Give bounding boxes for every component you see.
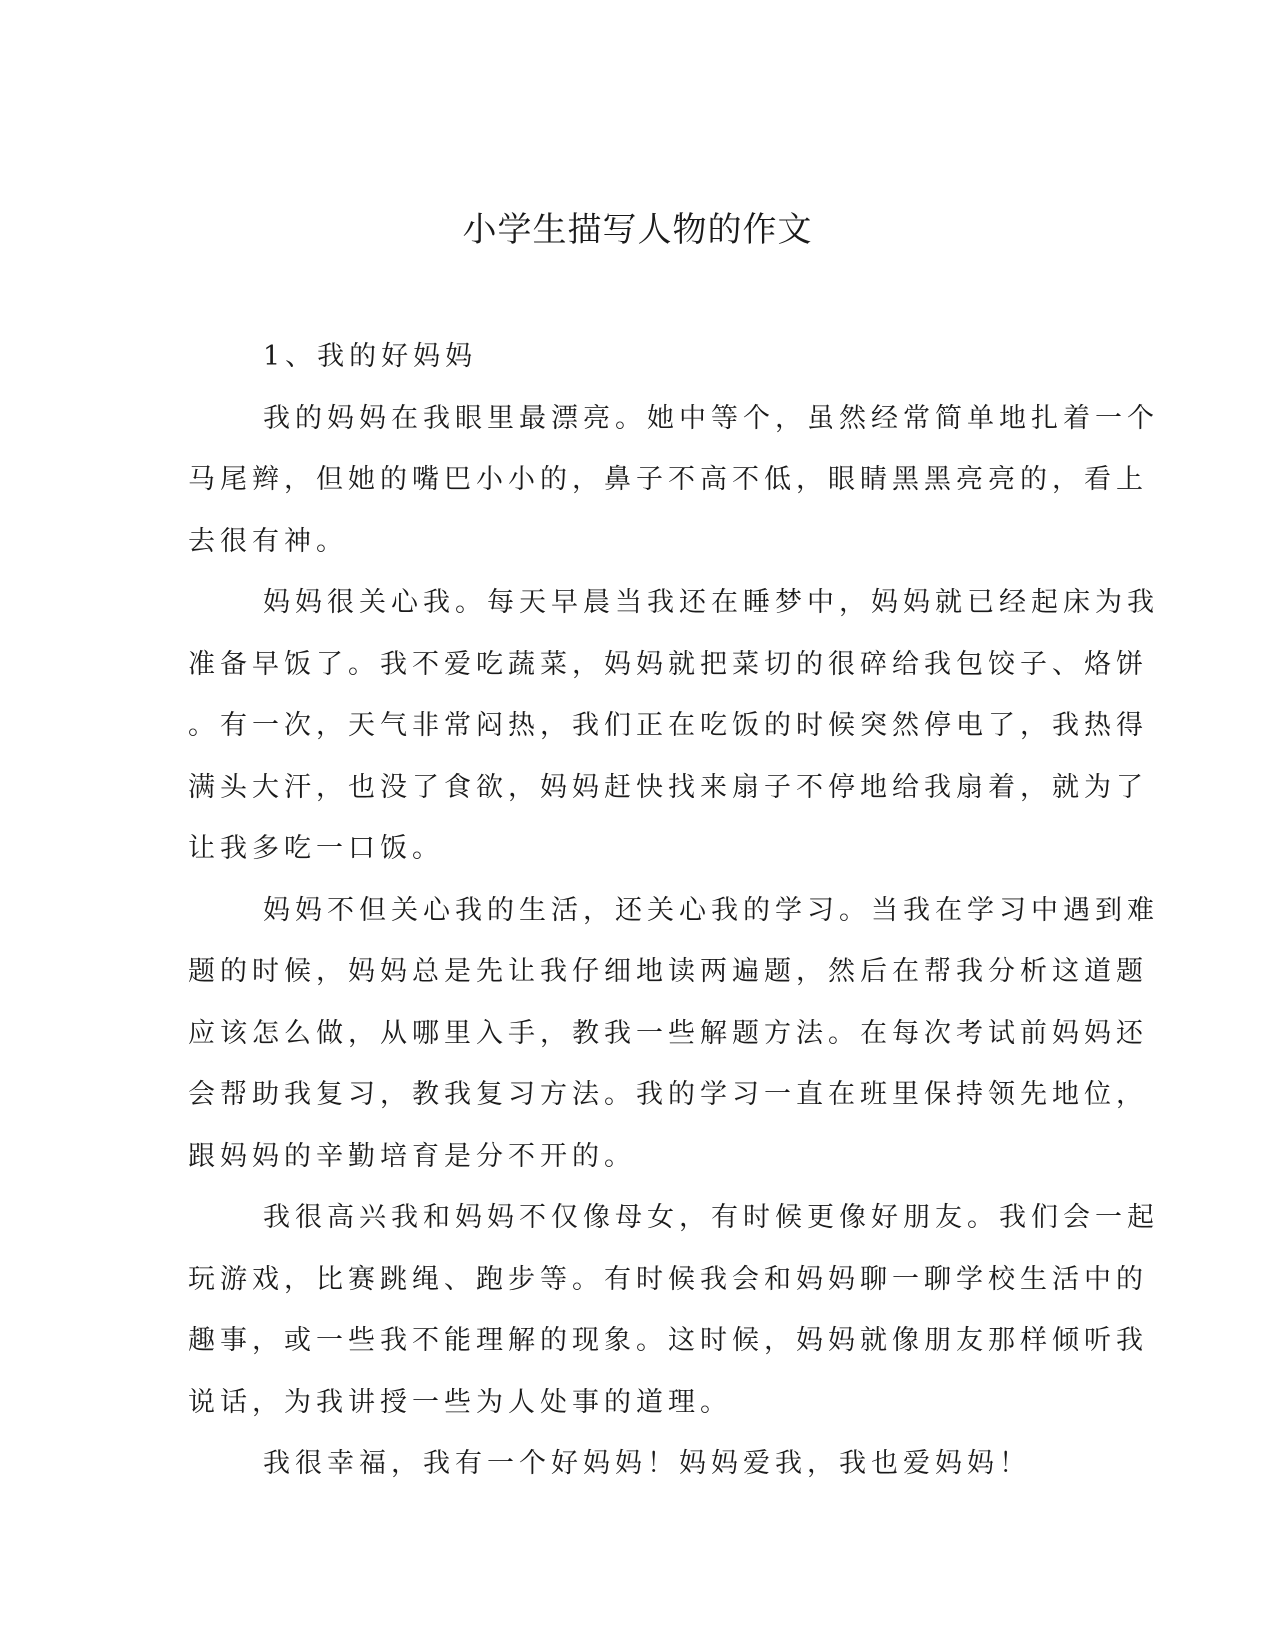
paragraph — [188, 1433, 1068, 1495]
paragraph-line: 我很高兴我和妈妈不仅像母女，有时候更像好朋友。我们会一起 — [263, 1202, 1159, 1233]
section-heading: 1、我的好妈妈 — [263, 341, 478, 372]
paragraph-line: 马尾辫，但她的嘴巴小小的，鼻子不高不低，眼睛黑黑亮亮的，看上 — [188, 464, 1148, 495]
paragraph-line: 我很幸福，我有一个好妈妈！妈妈爱我，我也爱妈妈！ — [263, 1448, 1031, 1479]
paragraph-line: 满头大汗，也没了食欲，妈妈赶快找来扇子不停地给我扇着，就为了 — [188, 771, 1148, 803]
paragraph-line: 说话，为我讲授一些为人处事的道理。 — [188, 1386, 732, 1418]
paragraph-line: 题的时候，妈妈总是先让我仔细地读两遍题，然后在帮我分析这道题 — [188, 956, 1148, 987]
paragraph-line: 我的妈妈在我眼里最漂亮。她中等个，虽然经常简单地扎着一个 — [263, 402, 1159, 434]
paragraph-line: 让我多吃一口饭。 — [188, 833, 444, 864]
paragraph — [188, 880, 1159, 1188]
paragraph-line: 趣事，或一些我不能理解的现象。这时候，妈妈就像朋友那样倾听我 — [188, 1325, 1148, 1356]
paragraph — [188, 1187, 1159, 1433]
paragraph — [188, 388, 1159, 573]
paragraph-line: 。有一次，天气非常闷热，我们正在吃饭的时候突然停电了，我热得 — [188, 710, 1148, 741]
paragraph-line: 去很有神。 — [188, 525, 348, 557]
paragraph-line: 应该怎么做，从哪里入手，教我一些解题方法。在每次考试前妈妈还 — [188, 1017, 1148, 1049]
paragraph-line: 跟妈妈的辛勤培育是分不开的。 — [188, 1140, 636, 1172]
paragraph-line: 妈妈不但关心我的生活，还关心我的学习。当我在学习中遇到难 — [263, 894, 1159, 926]
paragraph-line: 妈妈很关心我。每天早晨当我还在睡梦中，妈妈就已经起床为我 — [263, 587, 1159, 618]
paragraph — [188, 572, 1159, 880]
paragraph-line: 玩游戏，比赛跳绳、跑步等。有时候我会和妈妈聊一聊学校生活中的 — [188, 1263, 1148, 1295]
document-body — [188, 326, 1159, 1495]
paragraph-line: 准备早饭了。我不爱吃蔬菜，妈妈就把菜切的很碎给我包饺子、烙饼 — [188, 648, 1148, 680]
paragraph-line: 会帮助我复习，教我复习方法。我的学习一直在班里保持领先地位， — [188, 1079, 1148, 1110]
document-title: 小学生描写人物的作文 — [462, 210, 813, 250]
